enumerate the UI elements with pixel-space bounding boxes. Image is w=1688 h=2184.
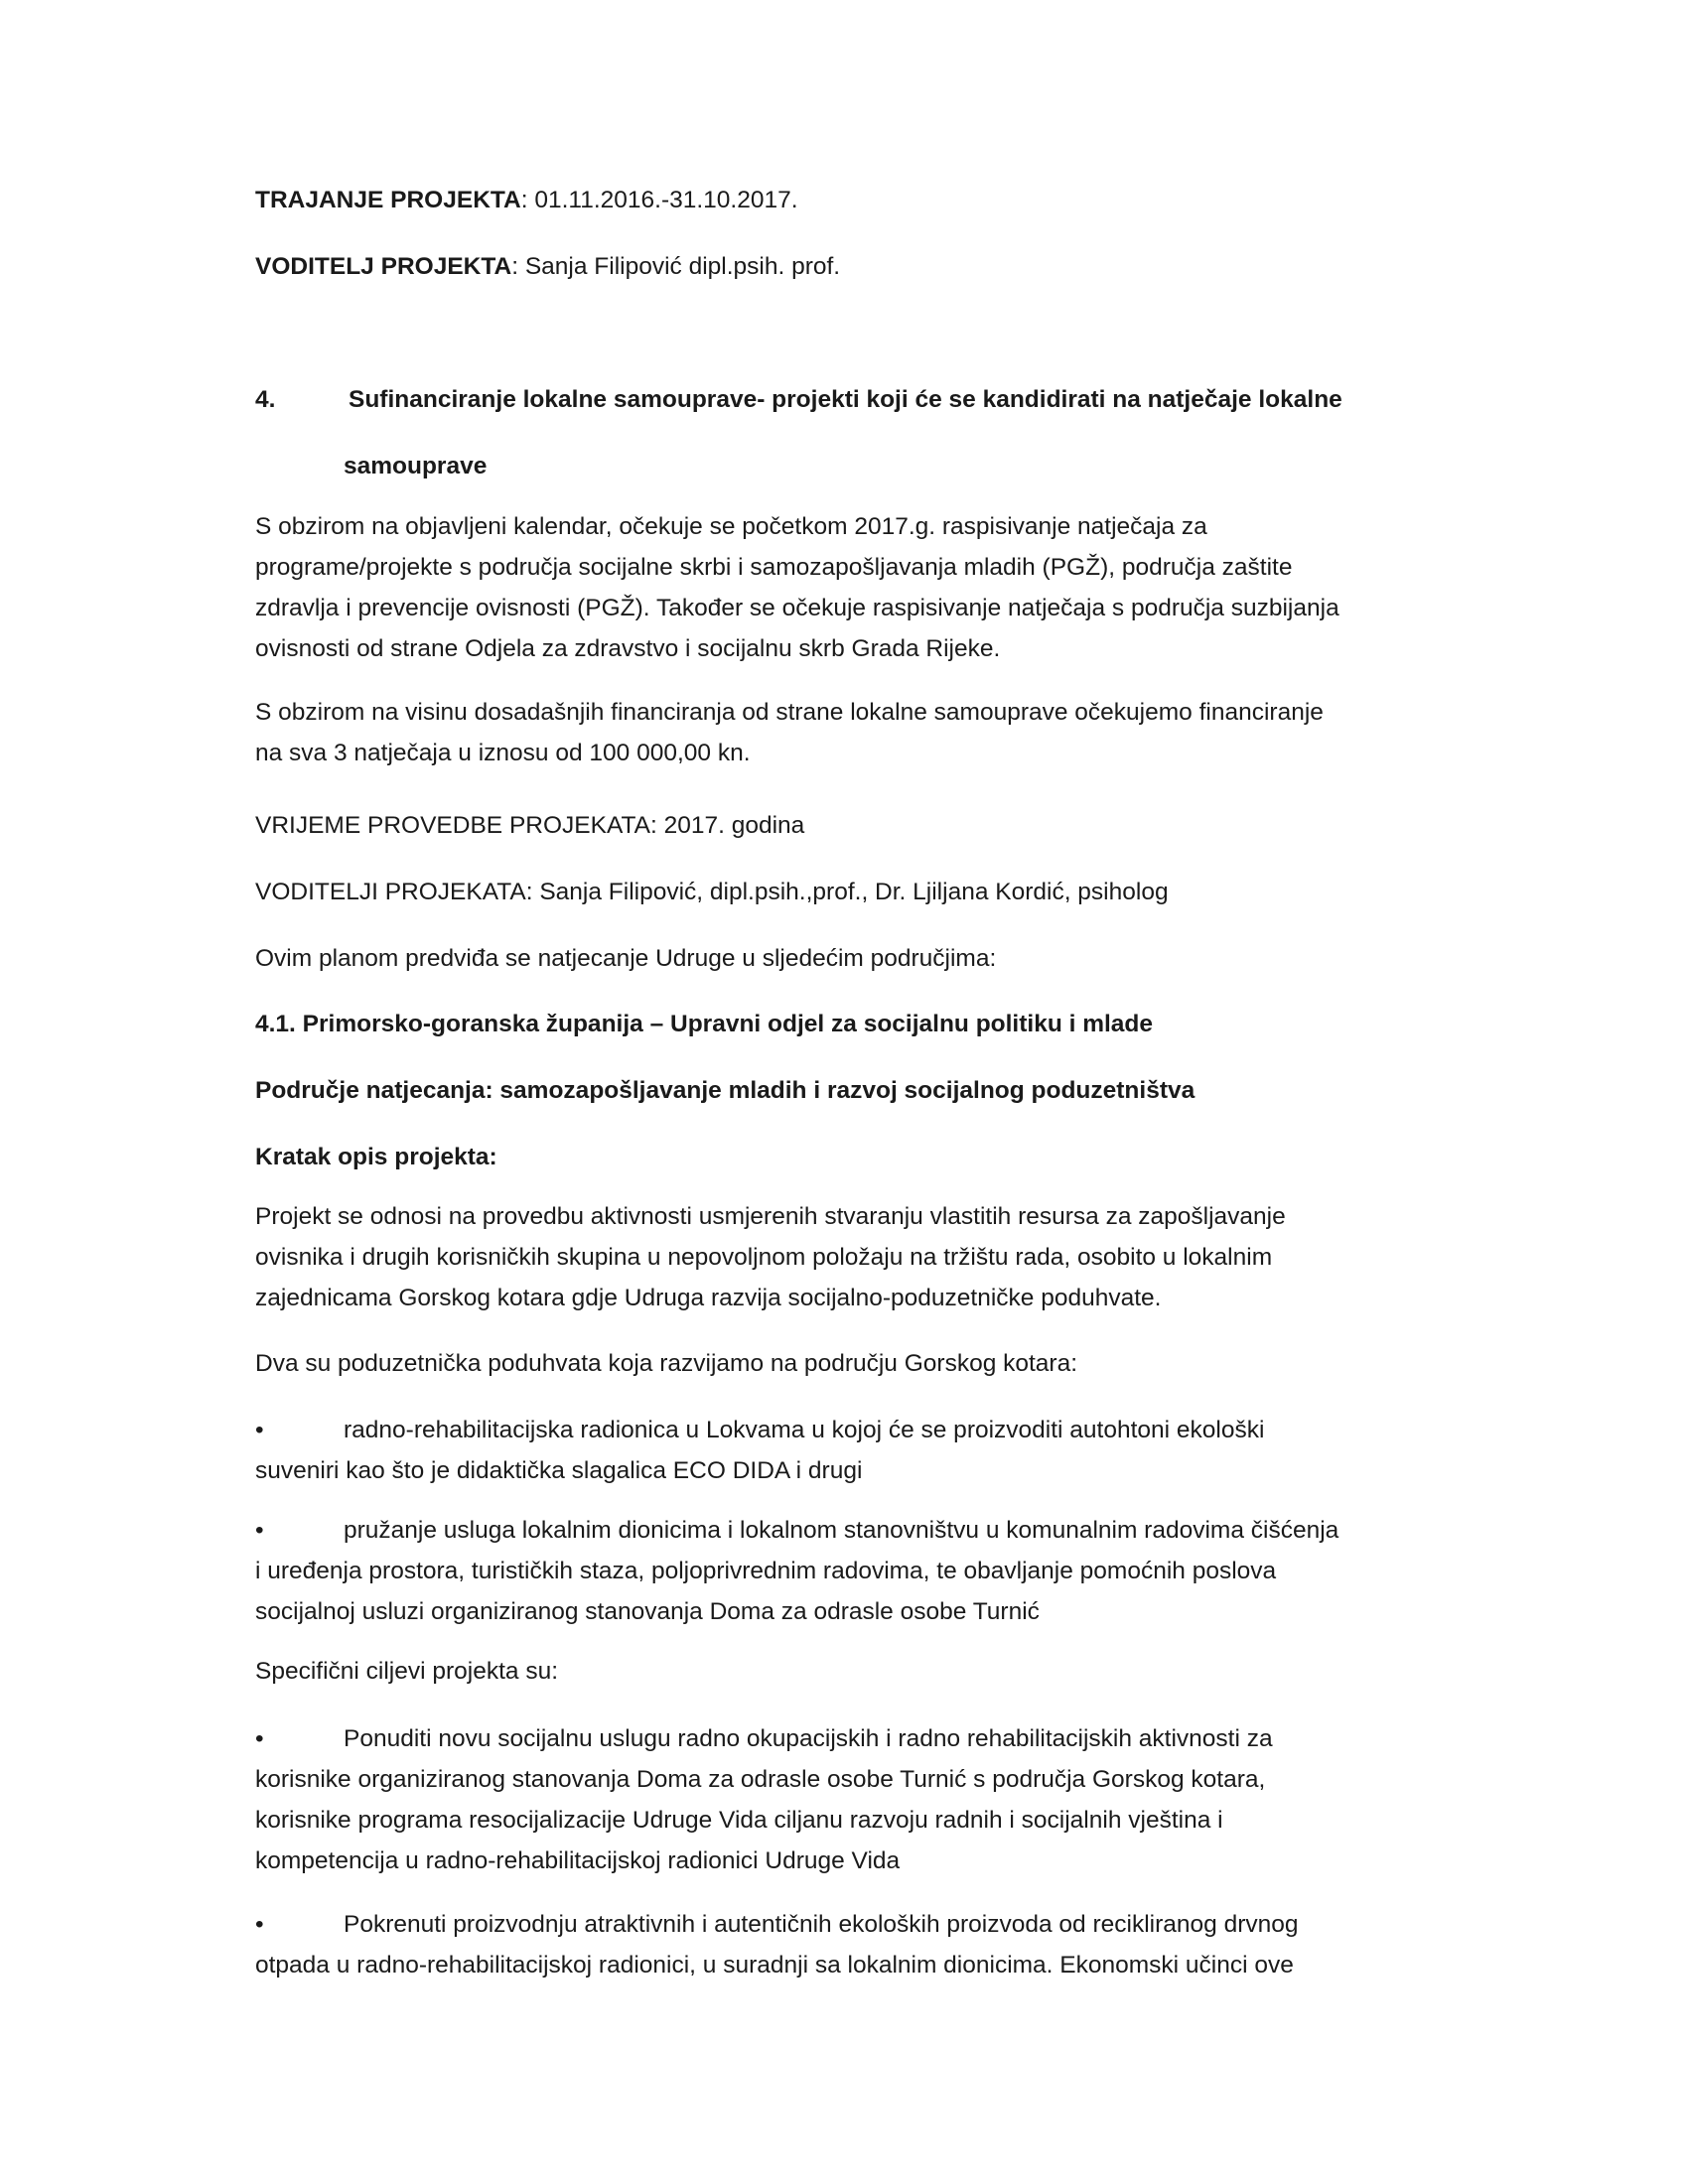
text-line: korisnike organiziranog stanovanja Doma za odrasle osobe Turnić s područja Gorskog kotara, — [255, 1766, 1266, 1793]
bullet-icon: • — [255, 1417, 264, 1443]
text-line: i uređenja prostora, turističkih staza, poljoprivrednim radovima, te obavljanje pomoćnih poslova — [255, 1558, 1277, 1584]
section-4-1-title: 4.1. Primorsko-goranska županija – Upravni odjel za socijalnu politiku i mlade — [255, 1011, 1154, 1037]
text-line: Projekt se odnosi na provedbu aktivnosti usmjerenih stvaranju vlastitih resursa za zapošljavanje — [255, 1203, 1286, 1230]
text-line: korisnike programa resocijalizacije Udruge Vida ciljanu razvoju radnih i socijalnih vještina i — [255, 1807, 1223, 1834]
text-line: otpada u radno-rehabilitacijskoj radionici, u suradnji sa lokalnim dionicima. Ekonomski učinci ove — [255, 1952, 1294, 1979]
text-line: Ponuditi novu socijalnu uslugu radno okupacijskih i radno rehabilitacijskih aktivnosti za — [344, 1725, 1273, 1752]
text-line: programe/projekte s područja socijalne skrbi i samozapošljavanja mladih (PGŽ), područja zaštite — [255, 554, 1293, 581]
section-4-title-line1: Sufinanciranje lokalne samouprave- projekti koji će se kandidirati na natječaje lokalne — [349, 386, 1342, 413]
text-line: S obzirom na objavljeni kalendar, očekuje se početkom 2017.g. raspisivanje natječaja za — [255, 513, 1207, 540]
text-line: radno-rehabilitacijska radionica u Lokvama u kojoj će se proizvoditi autohtoni ekološki — [344, 1417, 1265, 1443]
short-description-label: Kratak opis projekta: — [255, 1144, 497, 1170]
text-line: ovisnosti od strane Odjela za zdravstvo i socijalnu skrb Grada Rijeke. — [255, 635, 1001, 662]
lead-label: VODITELJ PROJEKTA — [255, 253, 512, 280]
lead-value: : Sanja Filipović dipl.psih. prof. — [511, 253, 841, 280]
bullet-icon: • — [255, 1517, 264, 1544]
text-line: suveniri kao što je didaktička slagalica ECO DIDA i drugi — [255, 1457, 863, 1484]
goals-intro: Specifični ciljevi projekta su: — [255, 1658, 559, 1685]
text-line: zdravlja i prevencije ovisnosti (PGŽ). Također se očekuje raspisivanje natječaja s područja suzbijanja — [255, 595, 1339, 621]
goal-item — [255, 1904, 1437, 1985]
text-line: pružanje usluga lokalnim dionicima i lokalnom stanovništvu u komunalnim radovima čišćenja — [344, 1517, 1339, 1544]
bullet-icon: • — [255, 1911, 264, 1938]
text-line: S obzirom na visinu dosadašnjih financiranja od strane lokalne samouprave očekujemo financiranje — [255, 699, 1324, 726]
goal-item — [255, 1718, 1437, 1881]
venture-item — [255, 1410, 1437, 1491]
ventures-intro: Dva su poduzetnička poduhvata koja razvijamo na području Gorskog kotara: — [255, 1350, 1078, 1377]
bullet-icon: • — [255, 1725, 264, 1752]
plan-intro: Ovim planom predviđa se natjecanje Udruge u sljedećim područjima: — [255, 945, 997, 972]
lead-line — [255, 246, 1437, 287]
duration-value: : 01.11.2016.-31.10.2017. — [520, 187, 798, 213]
text-line: ovisnika i drugih korisničkih skupina u nepovoljnom položaju na tržištu rada, osobito u lokalnim — [255, 1244, 1273, 1271]
text-line: na sva 3 natječaja u iznosu od 100 000,00 kn. — [255, 740, 751, 766]
duration-line — [255, 180, 1437, 220]
venture-item — [255, 1510, 1437, 1632]
text-line: socijalnoj usluzi organiziranog stanovanja Doma za odrasle osobe Turnić — [255, 1598, 1040, 1625]
section-4-paragraph-2 — [255, 692, 1437, 773]
competition-area: Područje natjecanja: samozapošljavanje mladih i razvoj socijalnog poduzetništva — [255, 1077, 1196, 1104]
implementation-time: VRIJEME PROVEDBE PROJEKATA: 2017. godina — [255, 812, 805, 839]
project-description — [255, 1196, 1437, 1318]
text-line: kompetencija u radno-rehabilitacijskoj radionici Udruge Vida — [255, 1847, 901, 1874]
project-leads: VODITELJI PROJEKATA: Sanja Filipović, dipl.psih.,prof., Dr. Ljiljana Kordić, psiholog — [255, 879, 1169, 905]
text-line: zajednicama Gorskog kotara gdje Udruga razvija socijalno-poduzetničke poduhvate. — [255, 1285, 1162, 1311]
duration-label: TRAJANJE PROJEKTA — [255, 187, 521, 213]
section-4-paragraph-1 — [255, 506, 1437, 669]
section-4-number: 4. — [255, 386, 276, 413]
section-4-title-line2: samouprave — [344, 453, 488, 479]
text-line: Pokrenuti proizvodnju atraktivnih i autentičnih ekoloških proizvoda od recikliranog drvnog — [344, 1911, 1299, 1938]
